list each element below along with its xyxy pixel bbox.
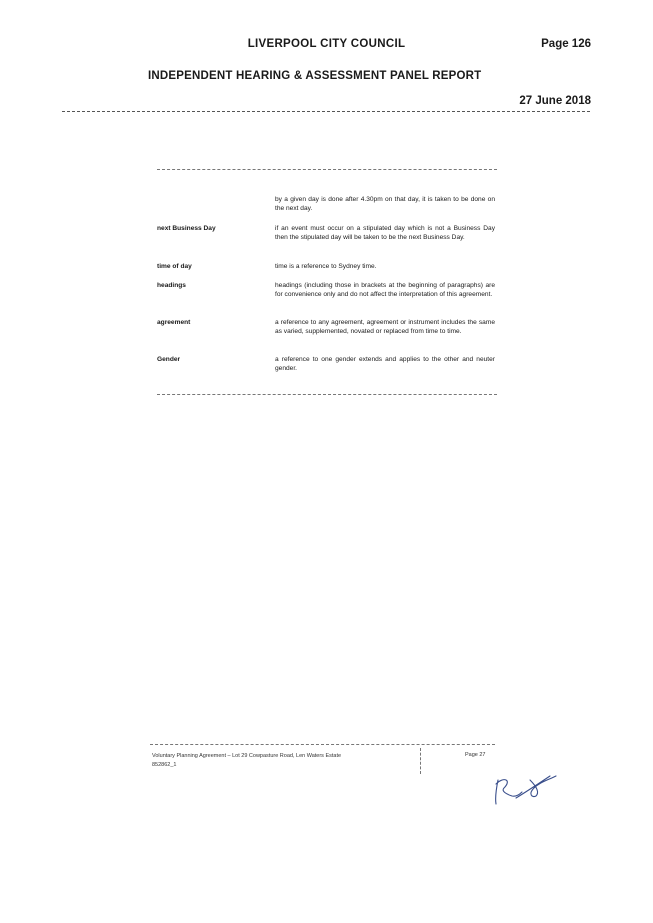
document-top-divider — [157, 169, 497, 170]
footer-document-info — [152, 752, 341, 770]
footer-column-divider — [420, 748, 421, 774]
footer-document-title: Voluntary Planning Agreement – Lot 29 Cowpasture Road, Len Waters Estate — [152, 753, 342, 759]
page-number: Page 126 — [541, 38, 591, 50]
report-title: INDEPENDENT HEARING & ASSESSMENT PANEL REPORT — [148, 70, 482, 82]
footer-document-ref: 852862_1 — [152, 762, 177, 768]
definition-term: next Business Day — [157, 225, 216, 232]
definition-text: time is a reference to Sydney time. — [275, 263, 377, 270]
definition-text: by a given day is done after 4.30pm on that day, it is taken to be done on the next day. — [275, 196, 495, 212]
definition-term: Gender — [157, 356, 181, 363]
definition-text: a reference to any agreement, agreement or instrument includes the same as varied, supplemented, novated or replaced from time to time. — [275, 319, 495, 335]
report-date: 27 June 2018 — [519, 95, 591, 107]
footer-divider — [150, 744, 495, 745]
document-bottom-divider — [157, 394, 497, 395]
council-name: LIVERPOOL CITY COUNCIL — [247, 38, 406, 50]
definition-text: if an event must occur on a stipulated day which is not a Business Day then the stipulated day will be taken to be the next Business Day. — [275, 225, 495, 241]
initials-signature — [490, 766, 565, 811]
header-divider — [62, 111, 590, 112]
definition-term: headings — [157, 282, 186, 289]
definition-text: a reference to one gender extends and applies to the other and neuter gender. — [275, 356, 495, 372]
definition-term: agreement — [157, 319, 191, 326]
footer-page-number: Page 27 — [465, 752, 486, 758]
definition-term: time of day — [157, 263, 192, 270]
definition-text: headings (including those in brackets at the beginning of paragraphs) are for convenience only and do not affect the interpretation of this agreement. — [275, 282, 495, 298]
